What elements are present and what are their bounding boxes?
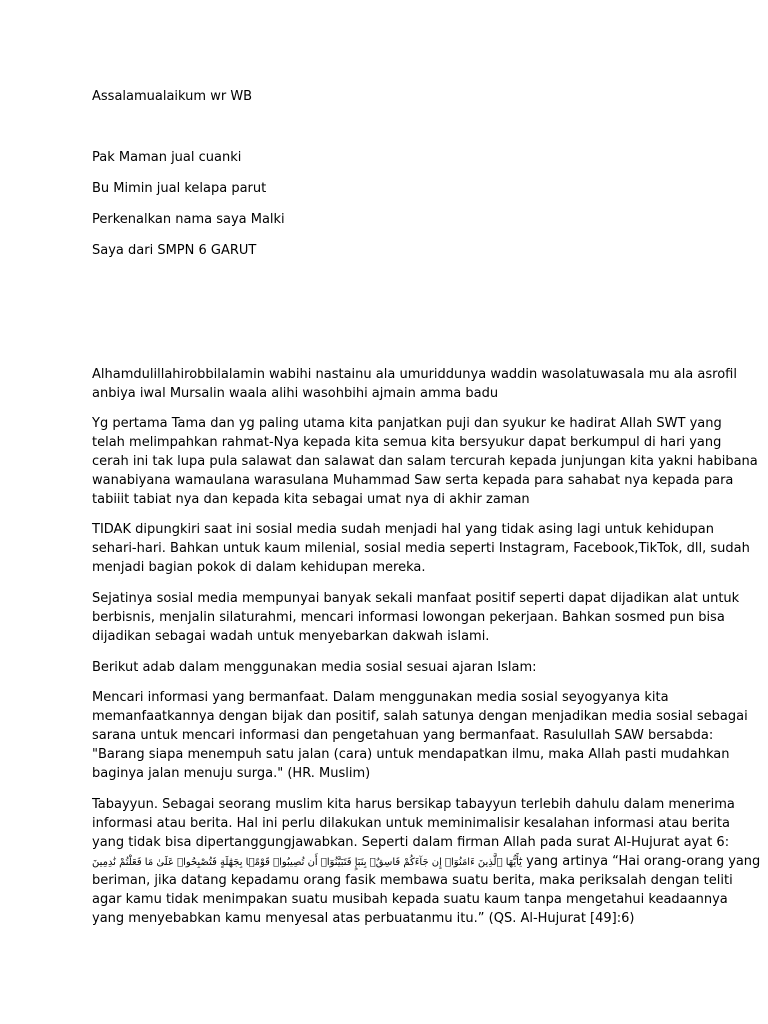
paragraph-5-line-3: sarana untuk mencari informasi dan pengetahuan yang bermanfaat. Rasulullah SAW bersabda: bbox=[92, 728, 714, 743]
pantun-line-1: Pak Maman jual cuanki bbox=[92, 150, 242, 165]
paragraph-6-line-7: yang menyebabkan kamu menyesal atas perbuatanmu itu.” (QS. Al-Hujurat [49]:6) bbox=[92, 911, 635, 926]
paragraph-6-line-2: informasi atau berita. Hal ini perlu dilakukan untuk meminimalisir kesalahan informasi atau berita bbox=[92, 816, 730, 831]
greeting: Assalamualaikum wr WB bbox=[92, 89, 253, 104]
paragraph-3-line-3: dijadikan sebagai wadah untuk menyebarkan dakwah islami. bbox=[92, 629, 490, 644]
paragraph-6-line-1: Tabayyun. Sebagai seorang muslim kita harus bersikap tabayyun terlebih dahulu dalam menerima bbox=[92, 797, 735, 812]
paragraph-5-line-1: Mencari informasi yang bermanfaat. Dalam menggunakan media sosial seyogyanya kita bbox=[92, 690, 669, 705]
opening-line-2: anbiya iwal Mursalin waala alihi wasohbihi ajmain amma badu bbox=[92, 386, 499, 401]
paragraph-6-line-6: agar kamu tidak menimpakan suatu musibah kepada suatu kaum tanpa mengetahui keadaannya bbox=[92, 892, 728, 907]
paragraph-1-line-5: tabiiit tabiat nya dan kepada kita sebagai umat nya di akhir zaman bbox=[92, 492, 530, 507]
paragraph-2-line-1: TIDAK dipungkiri saat ini sosial media sudah menjadi hal yang tidak asing lagi untuk kehidupan bbox=[92, 522, 714, 537]
paragraph-1-line-4: wanabiyana wamaulana warasulana Muhammad Saw serta kepada para sahabat nya kepada para bbox=[92, 473, 734, 488]
paragraph-2-line-2: sehari-hari. Bahkan untuk kaum milenial, sosial media seperti Instagram, Facebook,TikTok, dll, sudah bbox=[92, 541, 750, 556]
quran-verse-arabic: يَٰٓأَيُّهَا ٱلَّذِينَ ءَامَنُوٓا۟ إِن جَآءَكُمْ فَاسِقٌۢ بِنَبَإٍ فَتَبَيَّنُوٓا۟ أَن تُصِيبُوا۟ قَوْمًۢا بِجَهَٰلَةٍ فَتُصْبِحُوا۟ عَلَىٰ مَا فَعَلْتُمْ نَٰدِمِينَ bbox=[92, 857, 522, 868]
paragraph-1-line-2: telah melimpahkan rahmat-Nya kepada kita semua kita bersyukur dapat berkumpul di hari yang bbox=[92, 435, 722, 450]
paragraph-2-line-3: menjadi bagian pokok di dalam kehidupan mereka. bbox=[92, 560, 426, 575]
paragraph-3-line-2: berbisnis, menjalin silaturahmi, mencari informasi lowongan pekerjaan. Bahkan sosmed pun bisa bbox=[92, 610, 725, 625]
paragraph-1-line-3: cerah ini tak lupa pula salawat dan salawat dan salam tercurah kepada junjungan kita yakni habibana bbox=[92, 454, 758, 469]
paragraph-6-line-4 bbox=[92, 852, 760, 872]
paragraph-5-line-2: memanfaatkannya dengan bijak dan positif, salah satunya dengan menjadikan media sosial sebagai bbox=[92, 709, 748, 724]
paragraph-1-line-1: Yg pertama Tama dan yg paling utama kita panjatkan puji dan syukur ke hadirat Allah SWT yang bbox=[92, 416, 722, 431]
paragraph-5-line-5: baginya jalan menuju surga." (HR. Muslim) bbox=[92, 766, 371, 781]
paragraph-6-after-arabic: yang artinya “Hai orang-orang yang bbox=[521, 854, 761, 869]
paragraph-4: Berikut adab dalam menggunakan media sosial sesuai ajaran Islam: bbox=[92, 660, 537, 675]
paragraph-3-line-1: Sejatinya sosial media mempunyai banyak sekali manfaat positif seperti dapat dijadikan alat untuk bbox=[92, 591, 740, 606]
pantun-line-3: Perkenalkan nama saya Malki bbox=[92, 212, 285, 227]
pantun-line-2: Bu Mimin jual kelapa parut bbox=[92, 181, 267, 196]
paragraph-6-line-3: yang tidak bisa dipertanggungjawabkan. Seperti dalam firman Allah pada surat Al-Hujurat ayat 6: bbox=[92, 835, 730, 850]
paragraph-6-line-5: beriman, jika datang kepadamu orang fasik membawa suatu berita, maka periksalah dengan teliti bbox=[92, 873, 733, 888]
paragraph-5-line-4: "Barang siapa menempuh satu jalan (cara) untuk mendapatkan ilmu, maka Allah pasti mudahkan bbox=[92, 747, 730, 762]
opening-line-1: Alhamdulillahirobbilalamin wabihi nastainu ala umuriddunya waddin wasolatuwasala mu ala asrofil bbox=[92, 367, 737, 382]
pantun-line-4: Saya dari SMPN 6 GARUT bbox=[92, 243, 257, 258]
